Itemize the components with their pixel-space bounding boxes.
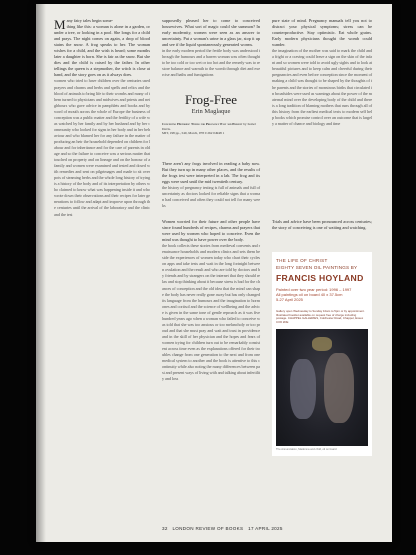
- drop-cap: M: [54, 17, 66, 32]
- painting-caption: The Annunciation, Madonna and child, oil on board: [276, 448, 337, 451]
- article-column-2-top: [162, 18, 260, 78]
- ad-artist-name: FRANCIS HOYLAND: [276, 273, 364, 283]
- review-details: [162, 122, 260, 136]
- article-text: pure state of mind. Pregnancy manuals tell you not to distract your physical symptoms; stress can be counterproductive. Stay optimistic. Eat whole grains. Early modern physicians thought the womb could wander.: [272, 18, 372, 48]
- ad-details: [276, 287, 368, 309]
- ad-gallery-info: Gallery open Wednesday to Sunday 10am to 5pm or by appointment. Illustrated booklet available on request free of charge including postage. CHAPPEL GALLERIES, Colchester Road, Chappel, Essex CO6 2DE: [276, 309, 365, 325]
- article-opening-text: any fairy tales begin some-: [66, 18, 114, 23]
- article-title: Frog-Free: [185, 92, 237, 107]
- publisher-info: MIT, 198 pp., £40, March, 978 0 262 04948 1: [162, 131, 225, 135]
- book-author: by Isobel Davis.: [162, 122, 256, 131]
- article-text: Trials and advice have been pronounced across centuries; the story of conceiving is one of waiting and watching.: [272, 219, 372, 231]
- issue-date: 17 APRIL 2025: [248, 526, 283, 531]
- painting-halo: [312, 337, 332, 351]
- article-text: Women worried for their future and other people have since found hundreds of recipes, charms and prayers that were used by women who hoped to conceive. Even the mind was thought to have power over the body.: [162, 219, 260, 243]
- article-column-2-bottom: [162, 219, 260, 382]
- ad-line-2: All paintings oil on board 40 x 37.5cm: [276, 292, 343, 298]
- publication-name: LONDON REVIEW OF BOOKS: [172, 526, 244, 531]
- article-author: Erin Maglaque: [191, 108, 231, 115]
- article-column-3-bottom: [272, 219, 372, 231]
- article-header: [162, 92, 260, 115]
- article-text: supposedly pleased her to come to conceived housewives. What sort of magic could she summon? In early modernity, women were seen as an answer to uncertainty. Put a woman's urine in a glass jar, stop it up and see if the liquid spontaneously generated worms.: [162, 18, 260, 48]
- article-body-texture: women who tried to have children over the centuries used prayers and charms and herbs and spells and relics and the blood of animals to bring life to their wombs and many of them turned to physicians and midwives and priests and neighbours who gave advice in pamphlets and books and by word of mouth across the whole of Europe the business of conception was a public matter and the fertility of a wife was watched by her family and by her husband and by her community who looked for signs in her body and in her behaviour and who blamed her for any failure in the matter of producing an heir the household depended on children for labour and for inheritance and for the care of parents in old age and so the failure to conceive was a serious matter that touched on property and on lineage and on the honour of a family and women were examined and tested and dosed with remedies and sent on pilgrimages and made to sit over pots of steaming herbs and the whole long history of trying is a history of the body and of its interpretation by others who claimed to know what was happening inside it and who wrote down their observations and their recipes for later generations to follow and adapt and improve upon through the centuries until the arrival of the laboratory and the clinic and the test: [54, 78, 151, 217]
- article-column-3-top: [272, 18, 372, 127]
- article-column-2-middle: [162, 161, 260, 209]
- article-body-texture: the history of pregnancy testing is full of animals and full of uncertainty as doctors looked for reliable signs that a woman had conceived and often they could not tell for many weeks: [162, 185, 260, 209]
- article-text: thing like this: a woman is alone in a garden, or under a tree, or looking in a pool. She longs for a child and prays. The night comes on again, a drop of blood stains the snow. A frog speaks to her. The woman wishes for a child, and the wish is heard; some months later a daughter is born. She is fair as the snow. But she dies and the child is raised by the father. In other tellings the queen is a stepmother, the witch is close at hand, and the story goes on as it always does.: [54, 24, 150, 78]
- magazine-page: [36, 4, 392, 542]
- article-body-texture: in the early modern period the fertile body was understood through the humours and a barren woman was often thought to be too cold or too wet or too hot and the remedy was to restore balance and warmth to the womb through diet and exercise and baths and fumigations: [162, 48, 260, 78]
- page-footer: [162, 526, 283, 531]
- article-column-1: [54, 18, 150, 218]
- painting-figure-right: [324, 353, 354, 423]
- page-spine-shadow: [36, 4, 46, 542]
- book-title: Conceiving Histories: Trying for Pregnancy Past and Present: [162, 122, 243, 126]
- page-number: 32: [162, 526, 168, 531]
- ad-heading: THE LIFE OF CHRIST: [276, 258, 328, 263]
- article-body-texture: the imagination of the mother was said to mark the child and a fright or a craving could leave a sign on the skin of the infant and so women were told to avoid ugly sights and to look at beautiful pictures and to keep calm and cheerful during their pregnancies and even before conception since the moment of making a child was thought to be shaped by the thoughts of the parents and the stories of monstrous births that circulated in broadsides were used as warnings about the power of the maternal mind over the developing body of the child and there is a long tradition of blaming mothers that runs through all of this history from the earliest medical texts to modern self help books which promise control over an outcome that is largely a matter of chance and biology and time: [272, 48, 372, 126]
- article-text: There aren't any frogs involved in reading a baby now. But they turn up in many other places, and the results of the frogs test were interpreted in a lab. The frog and its eggs were used until the mid twentieth century.: [162, 161, 260, 185]
- painting-figure-left: [290, 359, 316, 419]
- article-body-texture: the book collects these stories from medieval convents and renaissance households and modern clinics and sets them beside the experiences of women today who chart their cycles on apps and take tests and wait in the long fortnight between ovulation and the result and who are told by doctors and by friends and by strangers on the internet that they should relax and stop thinking about it because stress is bad for the chances of conception and the old idea that the mind can shape the body has never really gone away but has only changed its language from the humours and the imagination to hormones and cortisol and the science of wellbeing and the advice is given in the same tone of gentle reproach as it was five hundred years ago when a woman who failed to conceive was told that she was too anxious or too melancholy or too proud and that she must pray and wait and trust in providence and in the skill of her physician and the hopes and fears of women trying for children turn out to be remarkably consistent across time even as the explanations offered for their troubles change from one generation to the next and from one medical system to another and the book is attentive to this continuity while also noting the many differences between past and present ways of living with and talking about infertility and loss: [162, 243, 260, 382]
- ad-line-1: Painted over two year period: 1996 – 1997: [276, 287, 352, 292]
- ad-subheading: EIGHTY SEVEN OIL PAINTINGS BY: [276, 265, 358, 270]
- painting-image: [276, 329, 368, 446]
- gallery-advertisement: [272, 252, 372, 456]
- ad-line-3: 5-27 April 2025: [276, 297, 303, 303]
